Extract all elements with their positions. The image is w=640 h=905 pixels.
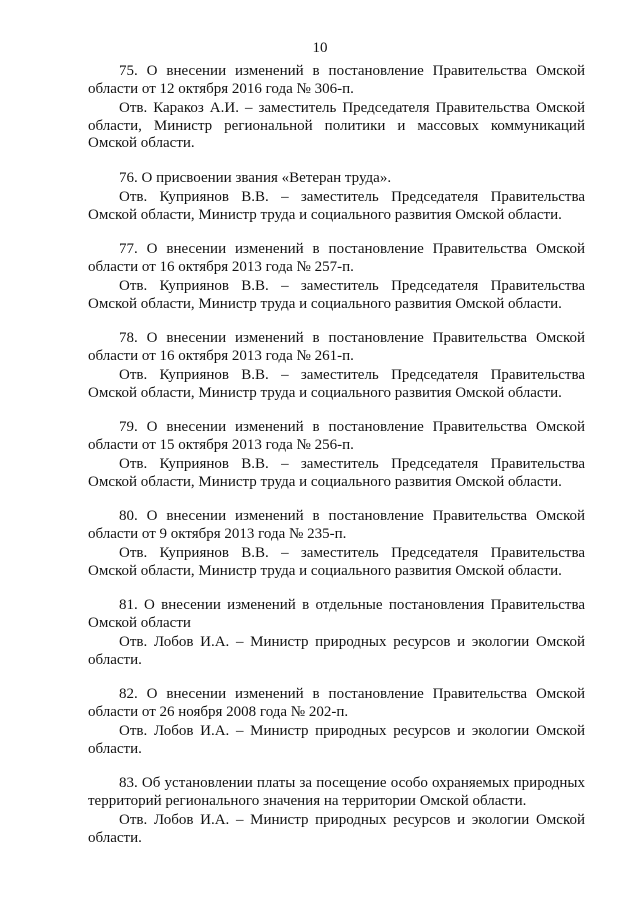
agenda-item-77 bbox=[88, 241, 585, 313]
agenda-item-title: 82. О внесении изменений в постановление Правительства Омской области от 26 ноября 2008 года № 202-п. bbox=[88, 686, 585, 720]
agenda-item-title: 76. О присвоении звания «Ветеран труда». bbox=[119, 169, 392, 186]
agenda-item-title: 80. О внесении изменений в постановление Правительства Омской области от 9 октября 2013 года № 235-п. bbox=[88, 508, 585, 542]
agenda-item-title: 81. О внесении изменений в отдельные постановления Правительства Омской области bbox=[88, 597, 585, 631]
agenda-item-78 bbox=[88, 330, 585, 402]
agenda-item-responsible: Отв. Куприянов В.В. – заместитель Председателя Правительства Омской области, Министр труда и социального развития Омской области. bbox=[88, 278, 585, 312]
agenda-item-80 bbox=[88, 508, 585, 580]
agenda-item-83 bbox=[88, 775, 585, 847]
agenda-item-responsible: Отв. Куприянов В.В. – заместитель Председателя Правительства Омской области, Министр труда и социального развития Омской области. bbox=[88, 189, 585, 223]
agenda-item-76 bbox=[88, 170, 585, 225]
agenda-item-responsible: Отв. Лобов И.А. – Министр природных ресурсов и экологии Омской области. bbox=[88, 723, 585, 757]
agenda-item-79 bbox=[88, 419, 585, 491]
agenda-item-responsible: Отв. Лобов И.А. – Министр природных ресурсов и экологии Омской области. bbox=[88, 634, 585, 668]
agenda-item-title: 79. О внесении изменений в постановление Правительства Омской области от 15 октября 2013 года № 256-п. bbox=[88, 419, 585, 453]
agenda-item-title: 83. Об установлении платы за посещение особо охраняемых природных территорий регионального значения на территории Омской области. bbox=[88, 775, 585, 809]
agenda-item-81 bbox=[88, 597, 585, 669]
page-number: 10 bbox=[312, 40, 328, 56]
agenda-item-82 bbox=[88, 686, 585, 758]
agenda-item-75 bbox=[88, 63, 585, 153]
agenda-item-responsible: Отв. Куприянов В.В. – заместитель Председателя Правительства Омской области, Министр труда и социального развития Омской области. bbox=[88, 456, 585, 490]
agenda-item-responsible: Отв. Куприянов В.В. – заместитель Председателя Правительства Омской области, Министр труда и социального развития Омской области. bbox=[88, 545, 585, 579]
agenda-item-title: 77. О внесении изменений в постановление Правительства Омской области от 16 октября 2013 года № 257-п. bbox=[88, 241, 585, 275]
agenda-item-responsible: Отв. Куприянов В.В. – заместитель Председателя Правительства Омской области, Министр труда и социального развития Омской области. bbox=[88, 367, 585, 401]
agenda-item-title: 78. О внесении изменений в постановление Правительства Омской области от 16 октября 2013 года № 261-п. bbox=[88, 330, 585, 364]
agenda-item-responsible: Отв. Лобов И.А. – Министр природных ресурсов и экологии Омской области. bbox=[88, 812, 585, 846]
agenda-item-title: 75. О внесении изменений в постановление Правительства Омской области от 12 октября 2016 года № 306-п. bbox=[88, 63, 585, 97]
agenda-list bbox=[88, 63, 585, 864]
agenda-item-responsible: Отв. Каракоз А.И. – заместитель Председателя Правительства Омской области, Министр региональной политики и массовых коммуникаций Омской области. bbox=[88, 100, 585, 151]
